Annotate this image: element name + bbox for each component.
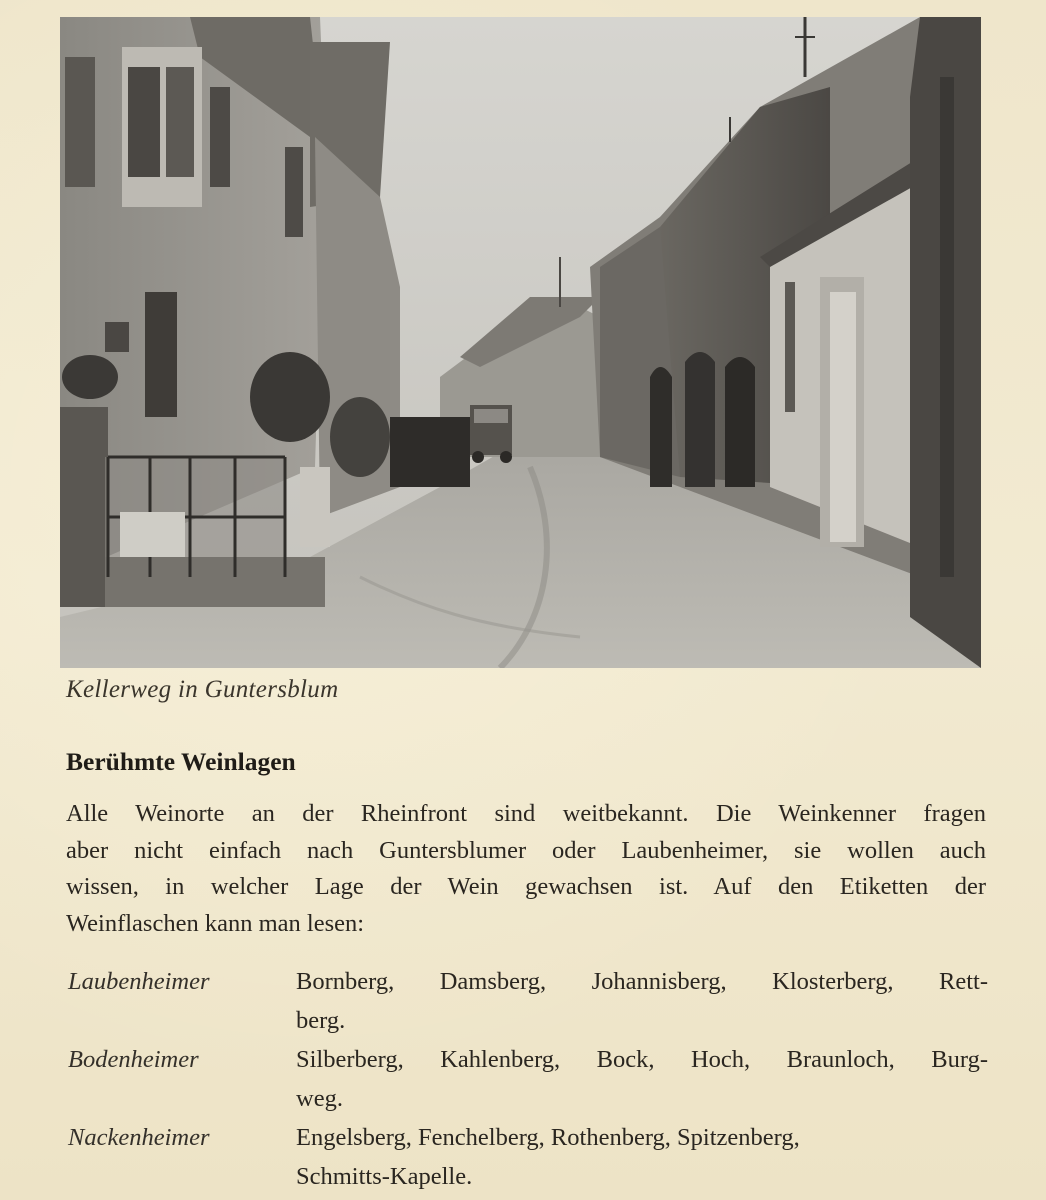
vineyard-sites-line: Schmitts-Kapelle.	[296, 1163, 473, 1190]
intro-line: wissen, in welcher Lage der Wein gewachsen ist. Auf den Etiketten der	[66, 873, 986, 900]
vineyard-entry	[66, 1118, 988, 1196]
vineyard-sites	[296, 1118, 988, 1196]
vineyard-sites-line: Silberberg, Kahlenberg, Bock, Hoch, Braunloch, Burg-	[296, 1046, 988, 1073]
intro-paragraph	[66, 796, 986, 942]
vineyard-sites	[296, 1040, 988, 1118]
vineyard-sites-line: Engelsberg, Fenchelberg, Rothenberg, Spitzenberg,	[296, 1124, 800, 1151]
vineyard-list	[66, 962, 988, 1196]
photo-caption: Kellerweg in Guntersblum	[66, 676, 339, 703]
intro-line: Alle Weinorte an der Rheinfront sind weitbekannt. Die Weinkenner fragen	[66, 800, 986, 827]
vineyard-place: Bodenheimer	[68, 1046, 199, 1073]
street-photograph	[60, 17, 981, 668]
vineyard-place: Laubenheimer	[68, 968, 210, 995]
vineyard-entry	[66, 1040, 988, 1118]
vineyard-sites-line: Bornberg, Damsberg, Johannisberg, Klosterberg, Rett-	[296, 968, 988, 995]
vineyard-sites	[296, 962, 988, 1040]
section-heading: Berühmte Weinlagen	[66, 747, 296, 776]
intro-line: Weinflaschen kann man lesen:	[66, 909, 365, 937]
vineyard-entry	[66, 962, 988, 1040]
vineyard-place: Nackenheimer	[68, 1124, 210, 1151]
vineyard-sites-line: weg.	[296, 1085, 343, 1112]
vineyard-sites-line: berg.	[296, 1007, 346, 1034]
intro-line: aber nicht einfach nach Guntersblumer oder Laubenheimer, sie wollen auch	[66, 836, 986, 864]
